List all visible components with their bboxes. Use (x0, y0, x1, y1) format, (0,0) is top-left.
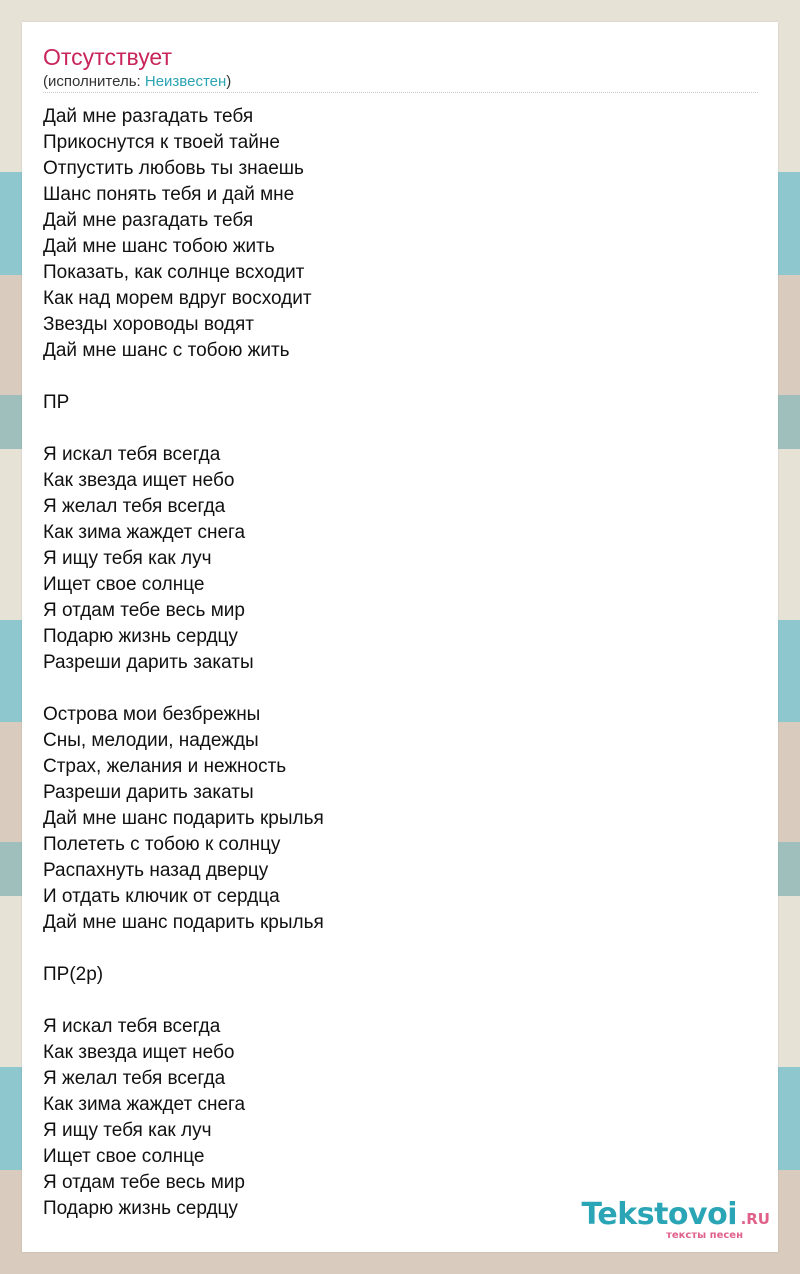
title-divider (43, 92, 758, 93)
lyric-line: Подарю жизнь сердцу (43, 1198, 238, 1219)
lyric-line: Я желал тебя всегда (43, 496, 226, 517)
artist-suffix: ) (226, 73, 232, 90)
lyric-line: Сны, мелодии, надежды (43, 730, 259, 751)
logo-tld: .RU (740, 1210, 770, 1228)
lyric-line: Острова мои безбрежны (43, 704, 261, 725)
artist-link[interactable]: Неизвестен (144, 73, 227, 90)
lyric-line: Я ищу тебя как луч (43, 548, 212, 569)
lyric-line: Разреши дарить закаты (43, 652, 254, 673)
lyric-blank-line (43, 936, 743, 962)
lyric-line: Дай мне разгадать тебя (43, 106, 254, 127)
lyric-blank-line (43, 676, 743, 702)
song-title: Отсутствует (43, 44, 172, 70)
lyric-line: Ищет свое солнце (43, 1146, 205, 1167)
lyric-line: Я отдам тебе весь мир (43, 600, 245, 621)
lyric-line: Как звезда ищет небо (43, 1042, 235, 1063)
lyric-line: Я желал тебя всегда (43, 1068, 226, 1089)
lyric-line: Отпустить любовь ты знаешь (43, 158, 304, 179)
lyric-line: Показать, как солнце всходит (43, 262, 305, 283)
lyric-line: Ищет свое солнце (43, 574, 205, 595)
lyrics-card (22, 22, 778, 1252)
lyric-blank-line (43, 364, 743, 390)
lyric-line: Звезды хороводы водят (43, 314, 254, 335)
lyric-line: Дай мне шанс подарить крылья (43, 912, 324, 933)
lyric-line: Подарю жизнь сердцу (43, 626, 238, 647)
logo-name: Tekstovoi (581, 1197, 737, 1232)
lyric-line: Распахнуть назад дверцу (43, 860, 269, 881)
lyric-line: Полететь с тобою к солнцу (43, 834, 281, 855)
lyric-line: Как зима жаждет снега (43, 522, 246, 543)
artist-line (43, 72, 231, 91)
lyric-line: Прикоснутся к твоей тайне (43, 132, 280, 153)
lyric-line: Как зима жаждет снега (43, 1094, 246, 1115)
lyric-line: Дай мне шанс подарить крылья (43, 808, 324, 829)
lyric-line: Дай мне шанс тобою жить (43, 236, 275, 257)
lyric-line: Как над морем вдруг восходит (43, 288, 312, 309)
lyric-line: Я ищу тебя как луч (43, 1120, 212, 1141)
site-logo[interactable] (560, 1194, 770, 1244)
artist-prefix: (исполнитель: (43, 73, 145, 90)
lyric-line: Разреши дарить закаты (43, 782, 254, 803)
lyric-line: И отдать ключик от сердца (43, 886, 280, 907)
lyric-line: Шанс понять тебя и дай мне (43, 184, 295, 205)
lyric-line: Страх, желания и нежность (43, 756, 287, 777)
logo-tagline: тексты песен (666, 1230, 743, 1241)
lyric-line: Дай мне шанс с тобою жить (43, 340, 290, 361)
lyric-line: Я искал тебя всегда (43, 1016, 221, 1037)
lyric-line: ПР (43, 392, 70, 413)
lyrics-text (43, 104, 743, 1222)
lyric-blank-line (43, 416, 743, 442)
lyric-line: Я искал тебя всегда (43, 444, 221, 465)
lyric-line: Как звезда ищет небо (43, 470, 235, 491)
lyric-line: ПР(2р) (43, 964, 104, 985)
lyric-blank-line (43, 988, 743, 1014)
lyric-line: Я отдам тебе весь мир (43, 1172, 245, 1193)
lyric-line: Дай мне разгадать тебя (43, 210, 254, 231)
